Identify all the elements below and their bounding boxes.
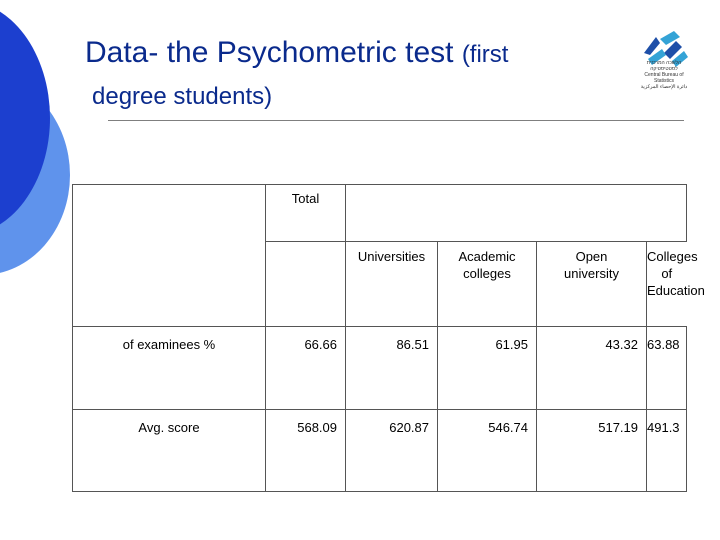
- value-cell: 63.88: [647, 327, 687, 410]
- table-row: [73, 327, 687, 410]
- empty-corner-cell: [73, 185, 266, 327]
- value-cell: 66.66: [266, 327, 346, 410]
- title-divider: [108, 120, 684, 121]
- value-cell: 43.32: [537, 327, 647, 410]
- decorative-circles: [0, 0, 80, 300]
- table-row: [73, 185, 687, 242]
- logo-caption-english: Central Bureau of Statistics: [644, 72, 684, 84]
- value-cell: 61.95: [438, 327, 537, 410]
- value-cell: 86.51: [346, 327, 438, 410]
- value-cell: 546.74: [438, 410, 537, 492]
- header-universities: Universities: [346, 242, 438, 327]
- value-cell: 517.19: [537, 410, 647, 492]
- row-label: Avg. score: [73, 410, 266, 492]
- header-open-university: Open university: [537, 242, 647, 327]
- slide-title-line2: degree students): [92, 83, 273, 110]
- empty-header-cell: [346, 185, 687, 242]
- logo-caption: [634, 60, 694, 90]
- logo-caption-arabic: دائرة الإحصاء المركزية: [640, 84, 688, 90]
- total-header: Total: [266, 185, 346, 242]
- table-row: [73, 410, 687, 492]
- header-academic-colleges: Academic colleges: [438, 242, 537, 327]
- value-cell: 568.09: [266, 410, 346, 492]
- header-colleges-of-education: Colleges of Education: [647, 242, 687, 327]
- value-cell: 491.3: [647, 410, 687, 492]
- slide-title-line1: [85, 36, 508, 70]
- psychometric-table: [72, 184, 705, 492]
- value-cell: 620.87: [346, 410, 438, 492]
- empty-cell: [266, 242, 346, 327]
- title-paren: (first: [461, 41, 509, 68]
- title-main: Data- the Psychometric test: [85, 36, 454, 69]
- logo-caption-hebrew: הלשכה המרכזית לסטטיסטיקה: [646, 60, 682, 72]
- row-label: of examinees %: [73, 327, 266, 410]
